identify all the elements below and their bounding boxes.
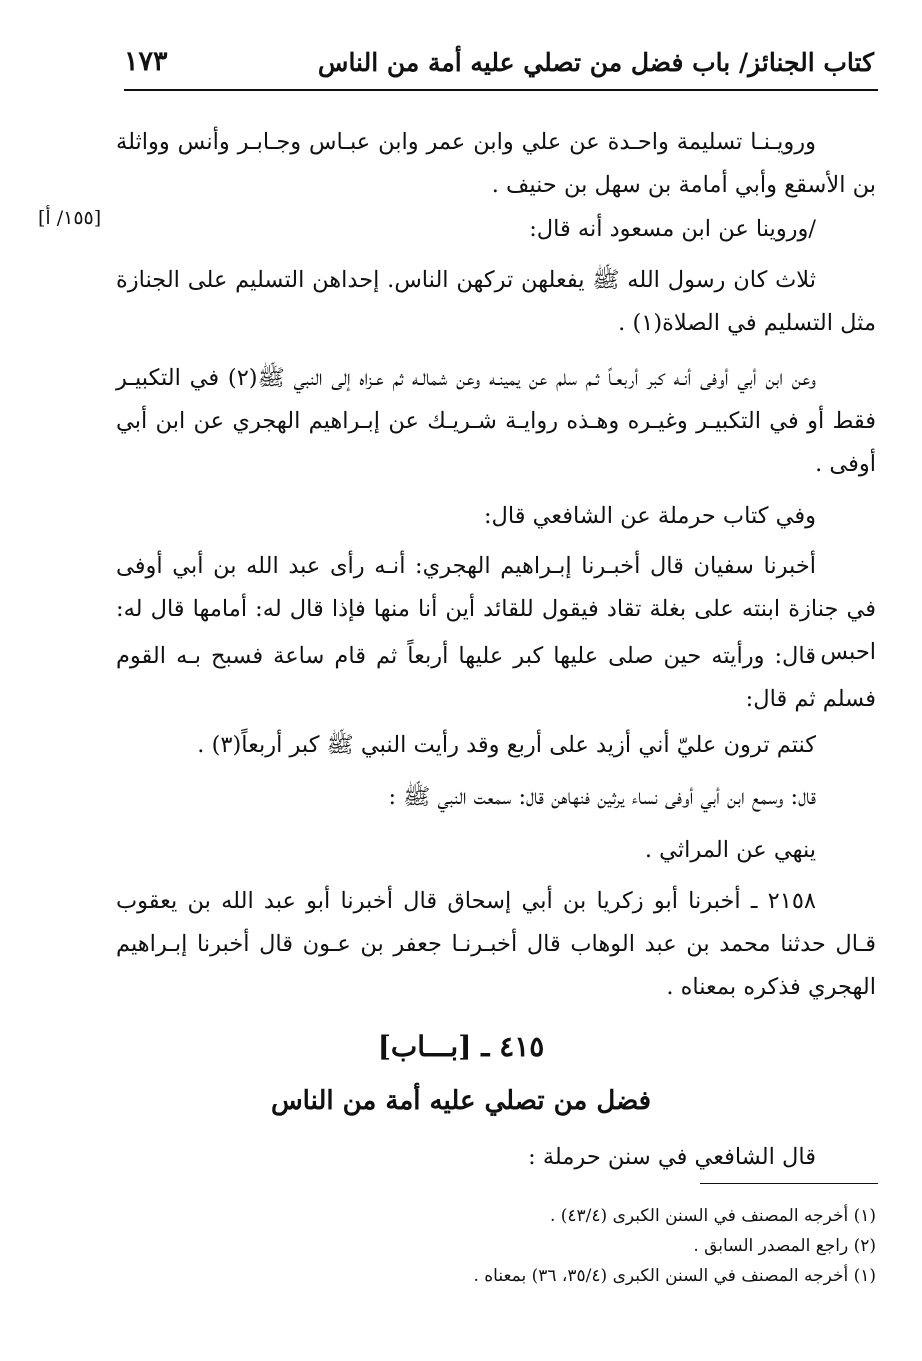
paragraph: وعن ابن أبي أوفى أنـه كبر أربعـاً ثـم سلم عن يمينـه وعن شمالـه ثم عـزاه إلى النبي ﷺ(٢) في التكبيـر فقط أو في التكبيـر وغيـره وهـذه روايـة شـريـك عن إبـراهيم الهجري عن ابن أبي أوفى .	[116, 365, 876, 477]
paragraph: /وروينا عن ابن مسعود أنه قال:	[529, 216, 816, 242]
paragraph: ثلاث كان رسول الله ﷺ يفعلهن تركهن الناس. إحداهن التسليم على الجنازة مثل التسليم في الصلاة(١) .	[116, 267, 876, 336]
paragraph: قال: ورأيته حين صلى عليها كبر عليها أربعاً ثم قام ساعة فسبح بـه القوم فسلم ثم قال:	[116, 643, 876, 712]
paragraph: ينهي عن المراثي .	[644, 837, 816, 863]
paragraph: أخبرنا سفيان قال أخبـرنا إبـراهيم الهجري: أنـه رأى عبد الله بن أبي أوفى في جنازة ابنته على بغلة تقاد فيقول للقائد أين أنا منها فإذا قال له: أمامها قال له: احبس .	[116, 553, 876, 665]
chapter-title: فضل من تصلي عليه أمة من الناس	[270, 1086, 652, 1116]
page-number: ١٧٣	[124, 46, 168, 77]
main-text	[116, 0, 876, 1010]
margin-folio-reference: [١٥٥/ أ]	[38, 207, 102, 229]
footnote-1: (١) أخرجه المصنف في السنن الكبرى (٤٣/٤) .	[549, 1206, 876, 1226]
footnote-3: (١) أخرجه المصنف في السنن الكبرى (٣٥/٤، ٣٦) بمعناه .	[473, 1266, 876, 1286]
running-head: كتاب الجنائز/ باب فضل من تصلي عليه أمة من الناس	[317, 48, 874, 77]
footnote-2: (٢) راجع المصدر السابق .	[693, 1236, 876, 1256]
footnote-rule	[700, 1183, 878, 1184]
paragraph: كنتم ترون عليّ أني أزيد على أربع وقد رأيت النبي ﷺ كبر أربعاً(٣) .	[197, 732, 816, 758]
paragraph: وفي كتاب حرملة عن الشافعي قال:	[483, 503, 816, 529]
chapter-number: ٤١٥ ـ [بـــاب]	[377, 1030, 545, 1063]
paragraph: قال الشافعي في سنن حرملة :	[528, 1144, 816, 1170]
paragraph: ورويـنـا تسليمة واحـدة عن علي وابن عمر وابن عبـاس وجـابـر وأنس وواثلة بن الأسقع وأبي أمامة بن سهل بن حنيف .	[116, 129, 876, 198]
paragraph: قال: وسمع ابن أبي أوفى نساء يرثين فنهاهن قال: سمعت النبي ﷺ :	[388, 784, 816, 810]
main-text-after-chapter	[116, 1136, 876, 1179]
paragraph-hadith-2158: ٢١٥٨ ـ أخبرنا أبو زكريا بن أبي إسحاق قال أخبرنا أبو عبد الله بن يعقوب قـال حدثنا محمد بن عبد الوهاب قال أخبـرنـا جعفر بن عـون قال أخبرنا إبـراهيم الهجري فذكره بمعناه .	[116, 888, 876, 1000]
